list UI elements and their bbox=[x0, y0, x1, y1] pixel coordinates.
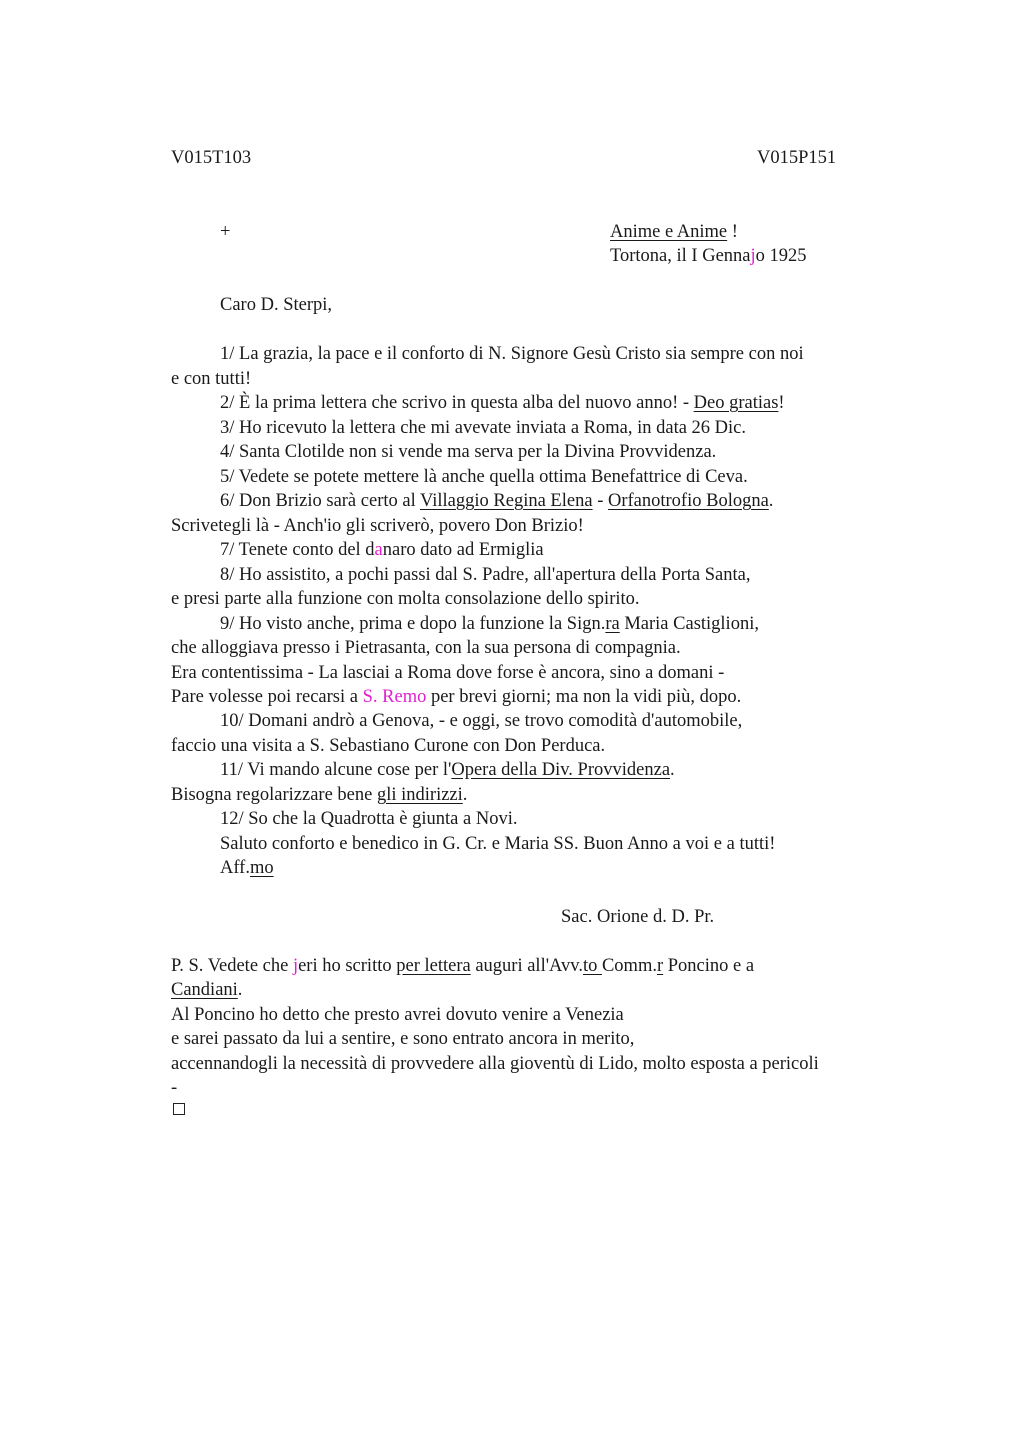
paragraph-1-line-2: e con tutti! bbox=[171, 369, 252, 389]
paragraph-6-line-2: Scrivetegli là - Anch'io gli scriverò, povero Don Brizio! bbox=[171, 516, 584, 536]
paragraph-7-text: 7/ Tenete conto del d bbox=[220, 540, 375, 560]
postscript-line-3: Al Poncino ho detto che presto avrei dovuto venire a Venezia bbox=[171, 1005, 624, 1025]
postscript-line-2-end: . bbox=[237, 980, 243, 1000]
postscript-underlined-3: r bbox=[656, 956, 664, 976]
paragraph-11-line-2 bbox=[171, 783, 467, 808]
page-code-right: V015P151 bbox=[757, 148, 837, 168]
salutation: Caro D. Sterpi, bbox=[220, 295, 333, 315]
dateline-prefix: Tortona, il I Genna bbox=[610, 246, 751, 266]
postscript-line-2 bbox=[171, 978, 242, 1003]
paragraph-11-line-2-text: Bisogna regolarizzare bene bbox=[171, 785, 377, 805]
paragraph-7-correction: a bbox=[374, 540, 383, 560]
paragraph-9-correction: S. Remo bbox=[362, 687, 427, 707]
postscript-line-1 bbox=[171, 954, 754, 979]
paragraph-5: 5/ Vedete se potete mettere là anche quella ottima Benefattrice di Ceva. bbox=[220, 467, 748, 487]
paragraph-6-underlined-2: Orfanotrofio Bologna bbox=[607, 491, 769, 511]
closing-affmo bbox=[220, 856, 274, 881]
paragraph-6-line-1 bbox=[220, 489, 773, 514]
motto bbox=[610, 220, 738, 245]
paragraph-9-line-4 bbox=[171, 685, 741, 710]
signature: Sac. Orione d. D. Pr. bbox=[561, 907, 715, 927]
paragraph-7-end: naro dato ad Ermiglia bbox=[382, 540, 544, 560]
paragraph-2 bbox=[220, 391, 785, 416]
postscript-underlined-1: per lettera bbox=[396, 956, 471, 976]
paragraph-11-underlined: Opera della Div. Provvidenza bbox=[451, 760, 671, 780]
paragraph-9-end: Maria Castiglioni, bbox=[619, 614, 759, 634]
postscript-line-5: accennandogli la necessità di provvedere alla gioventù di Lido, molto esposta a pericoli bbox=[171, 1054, 819, 1074]
paragraph-11-text: 11/ Vi mando alcune cose per l' bbox=[220, 760, 452, 780]
paragraph-9-line-4-text: Pare volesse poi recarsi a bbox=[171, 687, 363, 707]
paragraph-6-end: . bbox=[768, 491, 774, 511]
motto-underlined: Anime e Anime bbox=[610, 222, 728, 242]
paragraph-11-line-2-underlined: gli indirizzi bbox=[376, 785, 463, 805]
paragraph-2-underlined: Deo gratias bbox=[693, 393, 779, 413]
dateline-correction: j bbox=[750, 246, 756, 266]
closing-affmo-text: Aff. bbox=[220, 858, 250, 878]
paragraph-9-text: 9/ Ho visto anche, prima e dopo la funzione la Sign. bbox=[220, 614, 606, 634]
paragraph-11-line-1 bbox=[220, 758, 675, 783]
paragraph-10-line-1: 10/ Domani andrò a Genova, - e oggi, se trovo comodità d'automobile, bbox=[220, 711, 743, 731]
paragraph-11-line-2-end: . bbox=[462, 785, 468, 805]
paragraph-8-line-2: e presi parte alla funzione con molta consolazione dello spirito. bbox=[171, 589, 640, 609]
motto-suffix: ! bbox=[727, 222, 738, 242]
postscript-underlined-2: to bbox=[582, 956, 602, 976]
postscript-line-6: - bbox=[171, 1078, 178, 1098]
paragraph-9-underlined: ra bbox=[605, 614, 620, 634]
postscript-text-a: P. S. Vedete che bbox=[171, 956, 293, 976]
postscript-text-b: eri ho scritto bbox=[298, 956, 397, 976]
paragraph-6-underlined-1: Villaggio Regina Elena bbox=[420, 491, 593, 511]
paragraph-1-line-1: 1/ La grazia, la pace e il conforto di N. Signore Gesù Cristo sia sempre con noi bbox=[220, 344, 804, 364]
paragraph-8-line-1: 8/ Ho assistito, a pochi passi dal S. Padre, all'apertura della Porta Santa, bbox=[220, 565, 751, 585]
closing-greeting: Saluto conforto e benedico in G. Cr. e Maria SS. Buon Anno a voi e a tutti! bbox=[220, 834, 776, 854]
cross-symbol: + bbox=[220, 222, 231, 242]
paragraph-4: 4/ Santa Clotilde non si vende ma serva per la Divina Provvidenza. bbox=[220, 442, 717, 462]
end-box-icon bbox=[173, 1103, 185, 1116]
closing-affmo-underlined: mo bbox=[249, 858, 274, 878]
paragraph-9-line-1 bbox=[220, 612, 759, 637]
paragraph-10-line-2: faccio una visita a S. Sebastiano Curone con Don Perduca. bbox=[171, 736, 606, 756]
dateline-suffix: o 1925 bbox=[755, 246, 807, 266]
dateline bbox=[610, 244, 807, 269]
paragraph-3: 3/ Ho ricevuto la lettera che mi avevate inviata a Roma, in data 26 Dic. bbox=[220, 418, 747, 438]
paragraph-2-text: 2/ È la prima lettera che scrivo in questa alba del nuovo anno! - bbox=[220, 393, 694, 413]
paragraph-6-separator: - bbox=[592, 491, 608, 511]
document-code-left: V015T103 bbox=[171, 148, 252, 168]
postscript-underlined-candiani: Candiani bbox=[171, 980, 238, 1000]
paragraph-11-end: . bbox=[670, 760, 675, 780]
paragraph-9-line-4-end: per brevi giorni; ma non la vidi più, dopo. bbox=[426, 687, 742, 707]
paragraph-7 bbox=[220, 538, 544, 563]
paragraph-12: 12/ So che la Quadrotta è giunta a Novi. bbox=[220, 809, 518, 829]
paragraph-9-line-2: che alloggiava presso i Pietrasanta, con la sua persona di compagnia. bbox=[171, 638, 681, 658]
paragraph-2-end: ! bbox=[778, 393, 785, 413]
postscript-correction: j bbox=[292, 956, 299, 976]
postscript-text-d: Comm. bbox=[601, 956, 657, 976]
postscript-text-e: Poncino e a bbox=[663, 956, 755, 976]
paragraph-6-text: 6/ Don Brizio sarà certo al bbox=[220, 491, 421, 511]
postscript-text-c: auguri all'Avv. bbox=[470, 956, 583, 976]
postscript-line-4: e sarei passato da lui a sentire, e sono entrato ancora in merito, bbox=[171, 1029, 635, 1049]
paragraph-9-line-3: Era contentissima - La lasciai a Roma dove forse è ancora, sino a domani - bbox=[171, 663, 725, 683]
